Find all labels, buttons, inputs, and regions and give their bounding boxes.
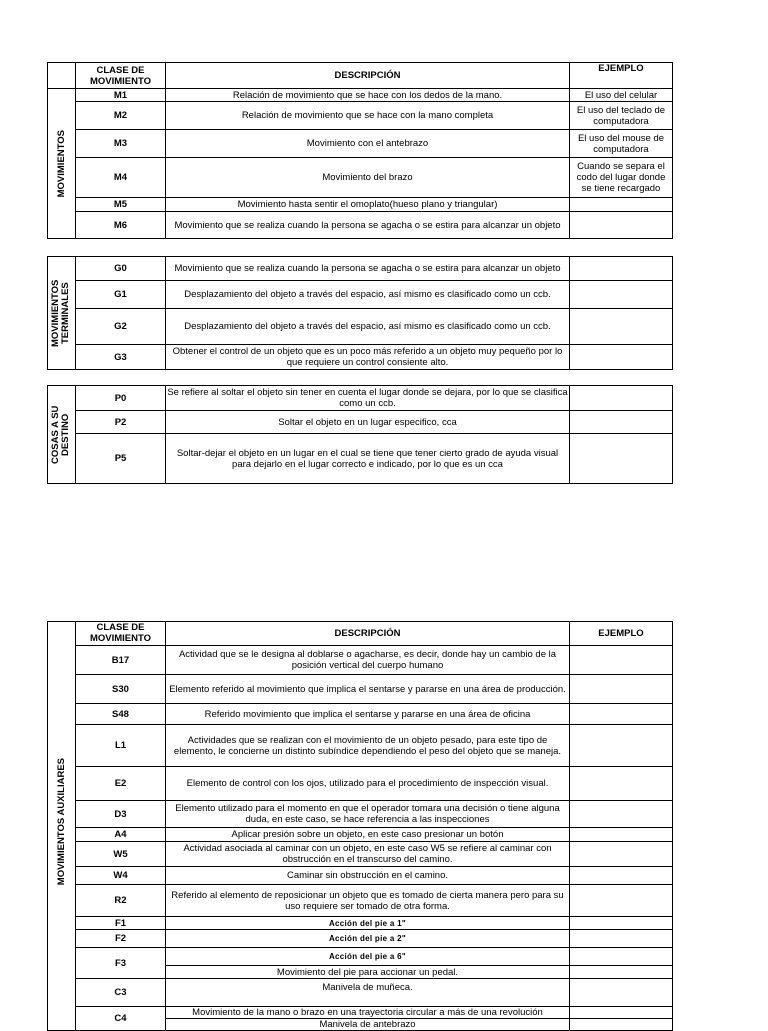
- row-example: [570, 257, 673, 281]
- row-example: [570, 948, 673, 966]
- table-row: [48, 801, 673, 828]
- row-code: M3: [76, 130, 166, 158]
- row-code: P5: [76, 434, 166, 484]
- row-code: M6: [76, 212, 166, 239]
- row-code: M2: [76, 102, 166, 130]
- row-desc: Movimiento que se realiza cuando la persona se agacha o se estira para alcanzar un objeto: [166, 212, 570, 239]
- row-desc: Acción del pie a 2": [166, 930, 570, 948]
- row-example: [570, 867, 673, 885]
- row-code: F1: [76, 917, 166, 930]
- table-row: [48, 1007, 673, 1019]
- row-code: M1: [76, 89, 166, 102]
- row-example: [570, 212, 673, 239]
- side-label-cell: [48, 622, 76, 1031]
- side-label-cell: [48, 257, 76, 370]
- table-header-row: [48, 63, 673, 89]
- row-example: [570, 930, 673, 948]
- row-desc: Se refiere al soltar el objeto sin tener en cuenta el lugar donde se dejara, por lo que se clasifica como un ccb.: [167, 387, 568, 409]
- row-example: [570, 704, 673, 725]
- row-example: [570, 198, 673, 212]
- row-desc: Desplazamiento del objeto a través del espacio, así mismo es clasificado como un ccb.: [166, 309, 570, 345]
- row-example: [570, 725, 673, 767]
- side-label: MOVIMIENTOS AUXILIARES: [55, 758, 67, 886]
- row-desc: Elemento referido al movimiento que implica el sentarse y pararse en una área de producción.: [166, 675, 570, 704]
- row-desc: Obtener el control de un objeto que es un poco más referido a un objeto muy pequeño por lo que requiere un control consiente alto.: [166, 345, 570, 370]
- row-code: C4: [76, 1007, 166, 1031]
- side-label: MOVIMIENTOS: [55, 129, 67, 198]
- table-row: [48, 979, 673, 1007]
- table-row: [48, 434, 673, 484]
- row-example: [570, 675, 673, 704]
- table-row: [48, 767, 673, 801]
- table-row: [48, 948, 673, 966]
- table-row: [48, 885, 673, 917]
- row-example: [570, 1007, 673, 1019]
- table-header-row: [48, 622, 673, 646]
- row-code: A4: [76, 828, 166, 842]
- table-row: [48, 345, 673, 370]
- row-example: [570, 828, 673, 842]
- row-code: F3: [76, 948, 166, 979]
- table-movimientos-terminales: [47, 256, 673, 370]
- table-row: [48, 281, 673, 309]
- row-example: [570, 885, 673, 917]
- row-example: [570, 801, 673, 828]
- row-desc: Movimiento que se realiza cuando la persona se agacha o se estira para alcanzar un objeto: [166, 257, 570, 281]
- row-desc-secondary: Manivela de antebrazo: [166, 1019, 570, 1031]
- row-example: [570, 979, 673, 1007]
- table-row: [48, 102, 673, 130]
- row-code: G1: [76, 281, 166, 309]
- row-example: El uso del teclado de computadora: [570, 102, 673, 130]
- table-row: [48, 411, 673, 434]
- table-row: [48, 257, 673, 281]
- row-code: P2: [76, 411, 166, 434]
- row-code: P0: [76, 386, 166, 411]
- header-descripcion: DESCRIPCIÓN: [166, 63, 570, 89]
- row-example: El uso del celular: [570, 89, 673, 102]
- header-ejemplo: EJEMPLO: [570, 63, 673, 89]
- table-movimientos: [47, 62, 673, 239]
- row-desc: Aplicar presión sobre un objeto, en este caso presionar un botón: [166, 828, 570, 842]
- row-code: S48: [76, 704, 166, 725]
- row-example: [570, 281, 673, 309]
- row-desc: Movimiento de la mano o brazo en una trayectoria circular a más de una revolución: [166, 1007, 570, 1019]
- table-row: [48, 704, 673, 725]
- row-code: F2: [76, 930, 166, 948]
- row-example: [570, 917, 673, 930]
- row-example: [570, 842, 673, 867]
- row-code: E2: [76, 767, 166, 801]
- row-example: [570, 345, 673, 370]
- table-row: [48, 158, 673, 198]
- table-row: [48, 309, 673, 345]
- row-code: S30: [76, 675, 166, 704]
- row-desc: Acción del pie a 6": [166, 948, 570, 966]
- row-code: D3: [76, 801, 166, 828]
- row-desc: Referido al elemento de reposicionar un objeto que es tomado de cierta manera pero para su uso requiere ser tomado de otra forma.: [166, 885, 570, 917]
- row-code: M5: [76, 198, 166, 212]
- side-label: COSAS A SU DESTINO: [49, 405, 71, 464]
- row-code: C3: [76, 979, 166, 1007]
- row-desc: Elemento utilizado para el momento en que el operador tomara una decisión o tiene alguna duda, en este caso, se hace referencia a las inspecciones: [166, 801, 570, 828]
- side-label-cell: [48, 89, 76, 239]
- header-descripcion: DESCRIPCIÓN: [166, 622, 570, 646]
- row-desc: Movimiento con el antebrazo: [166, 130, 570, 158]
- row-desc: Movimiento hasta sentir el omoplato(hueso plano y triangular): [166, 198, 570, 212]
- table-row: [48, 130, 673, 158]
- row-code: W5: [76, 842, 166, 867]
- table-row: [48, 386, 673, 411]
- table-row: [48, 198, 673, 212]
- header-clase: CLASE DE MOVIMIENTO: [76, 63, 166, 89]
- row-example: [570, 411, 673, 434]
- row-desc: Manivela de muñeca.: [166, 979, 570, 1007]
- row-desc: Relación de movimiento que se hace con los dedos de la mano.: [166, 89, 570, 102]
- row-code: G2: [76, 309, 166, 345]
- header-ejemplo: EJEMPLO: [570, 622, 673, 646]
- side-label: MOVIMIENTOS TERMINALES: [49, 279, 71, 347]
- row-example: [570, 309, 673, 345]
- table-row: [48, 917, 673, 930]
- row-example: [570, 1019, 673, 1031]
- row-desc: Acción del pie a 1": [166, 917, 570, 930]
- row-desc: Movimiento del brazo: [166, 158, 570, 198]
- row-desc: Caminar sin obstrucción en el camino.: [166, 867, 570, 885]
- row-code: G3: [76, 345, 166, 370]
- row-desc-secondary: Movimiento del pie para accionar un pedal.: [166, 966, 570, 979]
- row-example: [570, 434, 673, 484]
- header-blank: [48, 63, 76, 89]
- row-code: W4: [76, 867, 166, 885]
- table-row: [48, 828, 673, 842]
- row-example: El uso del mouse de computadora: [570, 130, 673, 158]
- table-row: [48, 725, 673, 767]
- row-desc: Soltar-dejar el objeto en un lugar en el cual se tiene que tener cierto grado de ayuda visual para dejarlo en el lugar correcto e indicado, por lo que es un cca: [166, 434, 570, 484]
- row-example: [570, 767, 673, 801]
- table-cosas-a-su-destino: [47, 385, 673, 484]
- table-row: [48, 867, 673, 885]
- table-row: [48, 930, 673, 948]
- row-desc: Elemento de control con los ojos, utilizado para el procedimiento de inspección visual.: [166, 767, 570, 801]
- row-example: [570, 386, 673, 411]
- table-row: [48, 646, 673, 675]
- row-example: Cuando se separa el codo del lugar donde se tiene recargado: [570, 158, 673, 198]
- table-row: [48, 675, 673, 704]
- row-desc: Soltar el objeto en un lugar especifico, cca: [166, 411, 570, 434]
- row-code: R2: [76, 885, 166, 917]
- header-clase: CLASE DE MOVIMIENTO: [76, 622, 166, 646]
- row-example: [570, 966, 673, 979]
- table-row: [48, 89, 673, 102]
- row-example: [570, 646, 673, 675]
- row-code: L1: [76, 725, 166, 767]
- row-desc: Actividades que se realizan con el movimiento de un objeto pesado, para este tipo de elemento, le concierne un distinto subíndice dependiendo el peso del objeto que se maneja.: [166, 725, 570, 767]
- row-code: G0: [76, 257, 166, 281]
- side-label-cell: [48, 386, 76, 484]
- row-desc: Relación de movimiento que se hace con la mano completa: [166, 102, 570, 130]
- table-row: [48, 212, 673, 239]
- table-movimientos-auxiliares: [47, 621, 673, 1031]
- table-row: [48, 842, 673, 867]
- row-desc: Desplazamiento del objeto a través del espacio, así mismo es clasificado como un ccb.: [166, 281, 570, 309]
- row-code: B17: [76, 646, 166, 675]
- row-code: M4: [76, 158, 166, 198]
- row-desc: Referido movimiento que implica el sentarse y pararse en una área de oficina: [166, 704, 570, 725]
- row-desc: Actividad que se le designa al doblarse o agacharse, es decir, donde hay un cambio de la posición vertical del cuerpo humano: [166, 646, 570, 675]
- row-desc: Actividad asociada al caminar con un objeto, en este caso W5 se refiere al caminar con obstrucción en el transcurso del camino.: [166, 842, 570, 867]
